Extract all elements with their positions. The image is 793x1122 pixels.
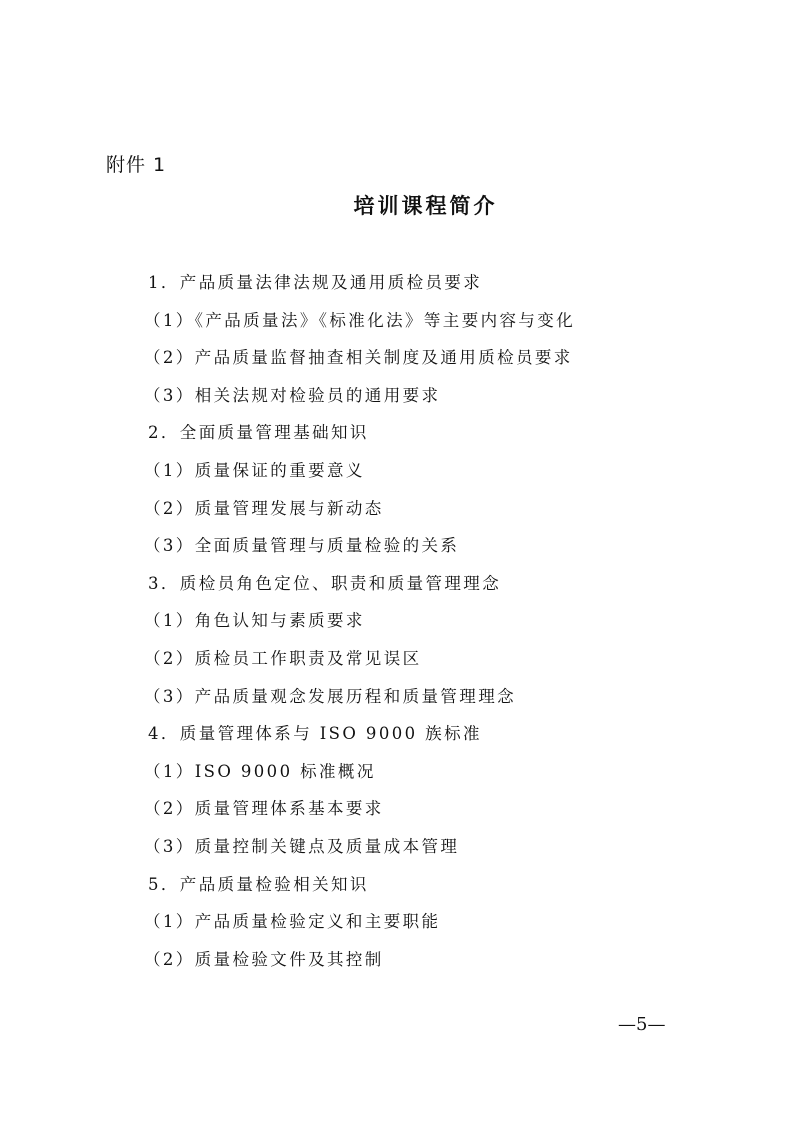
- section-item: （1）《产品质量法》《标准化法》等主要内容与变化: [144, 310, 576, 330]
- section-item: （2）质量管理体系基本要求: [144, 799, 384, 819]
- section-item: （3）质量控制关键点及质量成本管理: [144, 836, 460, 856]
- section-heading: 2．全面质量管理基础知识: [148, 423, 369, 443]
- section-item: （2）产品质量监督抽查相关制度及通用质检员要求: [144, 348, 573, 368]
- course-outline-list: [0, 268, 793, 982]
- section-item: （2）质量检验文件及其控制: [144, 949, 384, 969]
- section-heading: 3．质检员角色定位、职责和质量管理理念: [148, 573, 502, 593]
- attachment-label: 附件 1: [106, 154, 167, 176]
- section-heading: 4．质量管理体系与 ISO 9000 族标准: [148, 724, 482, 744]
- document-title: 培训课程简介: [353, 194, 498, 218]
- section-item: （1）角色认知与素质要求: [144, 611, 365, 631]
- section-item: （3）全面质量管理与质量检验的关系: [144, 536, 460, 556]
- section-item: （2）质量管理发展与新动态: [144, 498, 384, 518]
- section-heading: 5．产品质量检验相关知识: [148, 874, 369, 894]
- section-item: （1）ISO 9000 标准概况: [144, 761, 376, 781]
- section-item: （1）质量保证的重要意义: [144, 460, 365, 480]
- section-item: （1）产品质量检验定义和主要职能: [144, 912, 441, 932]
- section-heading: 1．产品质量法律法规及通用质检员要求: [148, 273, 483, 292]
- page-number: —5—: [618, 1014, 666, 1035]
- section-item: （3）产品质量观念发展历程和质量管理理念: [144, 686, 516, 706]
- section-item: （2）质检员工作职责及常见误区: [144, 648, 422, 668]
- section-item: （3）相关法规对检验员的通用要求: [144, 385, 441, 405]
